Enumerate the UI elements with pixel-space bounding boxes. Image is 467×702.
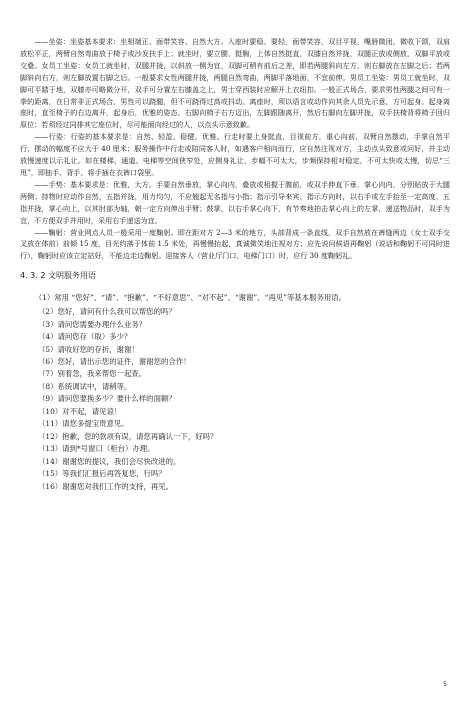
phrase-intro: （1）常用 “您好”、“请”、“抱歉”、“不好意思”、“对不起”、“谢谢”、“再见”等基本服务用语。: [34, 293, 347, 303]
list-item: （12）抱歉，您的款项有误，请您再确认一下，好吗？: [38, 431, 218, 441]
list-item: （10）对不起，请见谅！: [38, 406, 122, 416]
phrase-list: [20, 306, 450, 493]
document-page: [20, 36, 450, 493]
list-item: （5）请收好您的存折，谢谢！: [38, 344, 139, 354]
list-item: （2）您好，请问有什么我可以帮您的吗？: [38, 307, 176, 317]
list-item: （15）等我们汇报后再答复您，行吗？: [38, 469, 166, 479]
section-walking-posture: ——行姿：行姿的基本要求是：自然、轻盈、稳健、优雅。行走时要上身挺直，目视前方，重心向前，双臂自然摆动，手掌自然平行，摆动的幅度不应大于 40 厘米；服务操作中行走或陪同客人时，如遇客户相向而行，应自然注视对方，主动点头致意或问好，并主动放慢速度以示礼让。如在楼梯、通道、电梯等空间狭窄处，应侧身礼让，步幅不可太大，步频保持相对稳定，不可太快或太慢，切忌“三甩”，即抽手、背手、将手插在衣裤口袋里。: [20, 132, 450, 177]
list-item: （14）谢谢您的提议，我们会尽快改进的。: [38, 456, 181, 466]
section-sitting-posture: ——坐姿：坐姿基本要求：坐相端正、面带笑容、自然大方。入座时要稳、要轻，面带笑容，双目平视，嘴唇微闭，微收下颌，双肩放松平正，两臂自然弯曲放于椅子或沙发扶手上；就坐时，要立腰、挺胸，上体自然挺直，双膝自然并拢，双腿正放或侧放，双脚平放或交叠。女员工坐姿：女员工就坐时，双腿并拢，以斜放一侧为宜，双脚可稍有前后之差，即若两腿斜向左方，则右脚放在左脚之后；若两脚斜向右方，则左脚放置右脚之后。一般要求女性两腿并拢，两腿自然弯曲，两脚平落地面，不宜前伸。男员工坐姿：男员工就坐时，双脚可平踏于地，双膝亦可略微分开，双手可分置左右膝盖之上，男士穿西装时应解开上衣纽扣。一般正式场合，要求男性两腿之间可有一拳的距离，在日常非正式场合，男性可以跷腿，但不可跷得过高或抖动。离座时，须以语言或动作向其余人员先示意，方可起身。起身离座时，直至椅子的右边离开，起身后，优雅的姿态，右脚向椅子右方迈出，左脚跟随离开，然后右脚向左脚并拢，双手扶椅背将椅子回归原位；若须经过同排其它座位时，尽可能面向经过的人，以点头示意致歉。: [20, 37, 450, 130]
list-item: （9）请问您要换多少？要什么样的面额？: [38, 394, 176, 404]
list-item: （6）您好，请出示您的证件，谢谢您的合作！: [38, 357, 191, 367]
page-number: 5: [443, 681, 447, 688]
list-item: （3）请问您需要办理什么业务？: [38, 319, 147, 329]
list-item: （8）系统调试中，请稍等。: [38, 381, 132, 391]
list-item: （11）请您多提宝贵意见。: [38, 419, 129, 429]
section-heading: 4. 3. 2 文明服务用语: [20, 271, 96, 281]
list-item: （16）谢谢您对我们工作的支持，再见。: [38, 481, 174, 491]
list-item: （13）请到*号窗口（柜台）办理。: [38, 444, 155, 454]
list-item: （7）别着急，我来帮您一起查。: [38, 369, 147, 379]
list-item: （4）请问您存（取）多少？: [38, 332, 132, 342]
section-hand-gestures: ——手势：基本要求是：优雅，大方。手要自然垂放，掌心向内，叠放或相握于腹前，或双手伸直下垂，掌心向内，分别贴放于大腿两侧；持物时应动作自然，五指并拢，用力均匀，不应翘起无名指与小指；指示引导来宾、指示方向时，以右手或左手抬至一定高度，五指并拢，掌心向上，以其肘部为轴，朝一定方向伸出手臂；鼓掌，以右手掌心向下，有节奏地拍击掌心向上的左掌，递送物品时，双手为宜，不方便双手并用时，采用右手递送为宜。: [20, 179, 450, 225]
section-bowing: ——鞠躬：营业网点人员一般采用一度鞠躬。即在距对方 2—3 米的地方，头部背成一条直线，双手自然放在裤缝两边（女士双手交叉放在体前）前倾 15 度，目光约落于体前 1.5 米处，再慢慢抬起，真诚微笑地注视对方；应先说问候语再鞠躬（说话和鞠躬不可同时进行），鞠躬时应该立定站好，不能边走边鞠躬。迎接客人（营业厅门口、电梯门口）时，应行 30 度鞠躬礼。: [20, 227, 450, 261]
